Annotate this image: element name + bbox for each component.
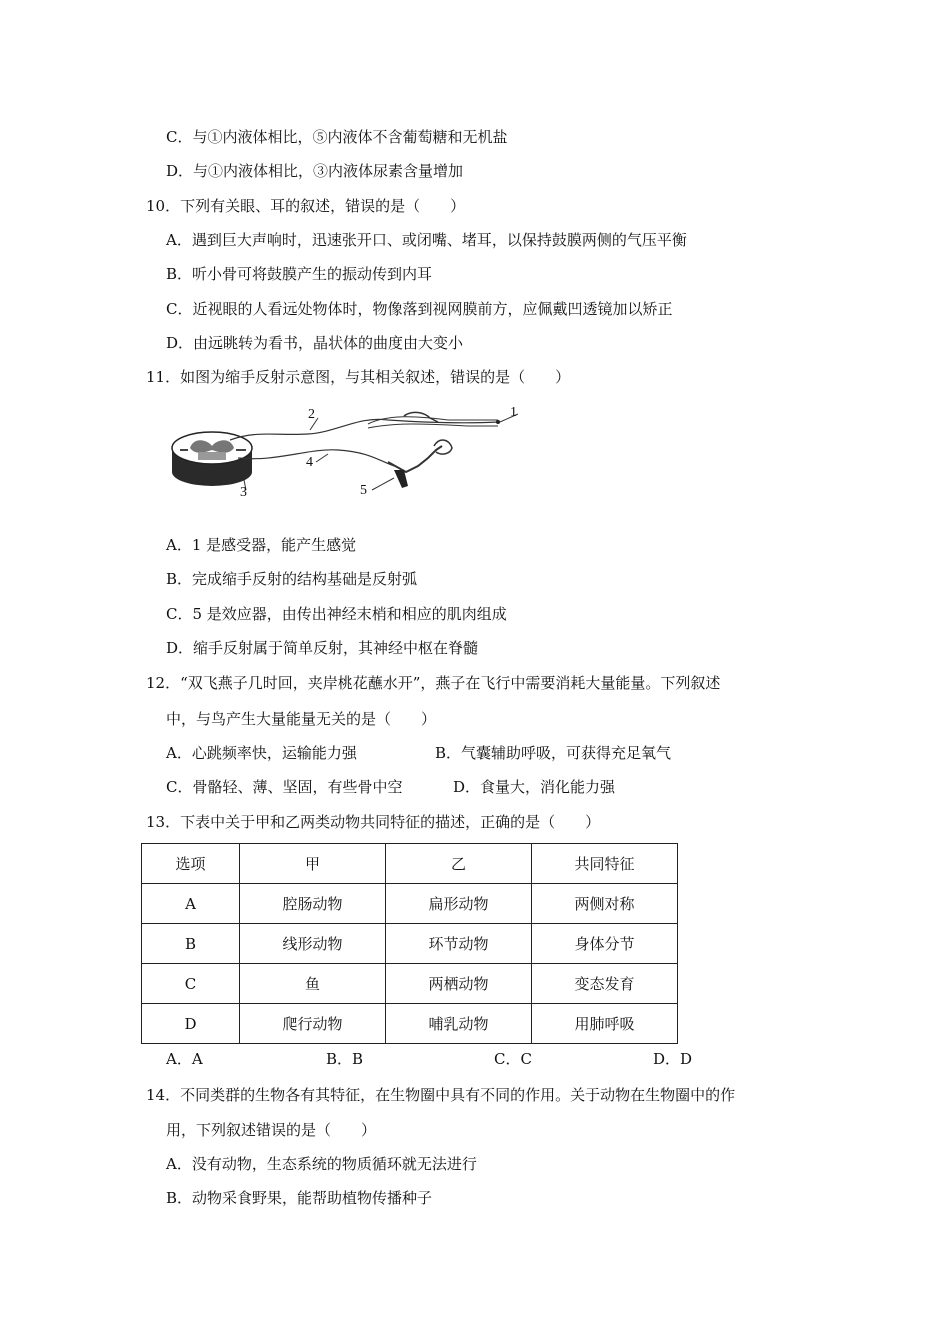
spinal-cord-section	[172, 432, 252, 486]
reflex-arc-figure	[168, 400, 528, 510]
q14-option-a: A．没有动物，生态系统的物质循环就无法进行	[166, 1155, 477, 1173]
q13-option-a: A．A	[166, 1050, 203, 1068]
efferent-nerve	[238, 450, 394, 466]
table-row	[142, 924, 678, 964]
table-cell: 用肺呼吸	[532, 1004, 678, 1044]
q13-option-b: B．B	[326, 1050, 364, 1068]
q11-option-a: A．1 是感受器，能产生感觉	[166, 536, 357, 554]
table-cell: 变态发育	[532, 964, 678, 1004]
q10-option-d: D．由远眺转为看书，晶状体的曲度由大变小	[166, 334, 464, 352]
q14-stem-line2: 用，下列叙述错误的是（ ）	[166, 1121, 377, 1139]
figure-label-4: 4	[306, 455, 313, 470]
q12-option-d: D．食量大，消化能力强	[453, 778, 616, 796]
afferent-nerve	[230, 419, 498, 440]
q12-stem-line2: 中，与鸟产生大量能量无关的是（ ）	[166, 710, 437, 728]
figure-label-3: 3	[240, 485, 247, 500]
q9-option-d: D．与①内液体相比，③内液体尿素含量增加	[166, 162, 464, 180]
table-header-cell: 乙	[386, 844, 532, 884]
q10-option-a: A．遇到巨大声响时，迅速张开口、或闭嘴、堵耳，以保持鼓膜两侧的气压平衡	[166, 231, 687, 249]
q12-option-a: A．心跳频率快，运输能力强	[166, 744, 357, 762]
table-header-cell: 共同特征	[532, 844, 678, 884]
table-header-row	[142, 844, 678, 884]
q13-stem: 13．下表中关于甲和乙两类动物共同特征的描述，正确的是（ ）	[146, 813, 601, 831]
q13-table	[141, 843, 678, 1044]
q11-option-b: B．完成缩手反射的结构基础是反射弧	[166, 570, 418, 588]
table-cell: 环节动物	[386, 924, 532, 964]
table-cell: 线形动物	[240, 924, 386, 964]
table-cell: 扁形动物	[386, 884, 532, 924]
q14-option-b: B．动物采食野果，能帮助植物传播种子	[166, 1189, 433, 1207]
figure-label-2: 2	[308, 407, 315, 422]
q10-option-c: C．近视眼的人看远处物体时，物像落到视网膜前方，应佩戴凹透镜加以矫正	[166, 300, 673, 318]
q9-option-c: C．与①内液体相比，⑤内液体不含葡萄糖和无机盐	[166, 128, 508, 146]
q14-stem-line1: 14．不同类群的生物各有其特征，在生物圈中具有不同的作用。关于动物在生物圈中的作	[146, 1086, 736, 1104]
q10-stem: 10．下列有关眼、耳的叙述，错误的是（ ）	[146, 197, 466, 215]
table-cell: 腔肠动物	[240, 884, 386, 924]
q10-option-b: B．听小骨可将鼓膜产生的振动传到内耳	[166, 265, 433, 283]
table-row	[142, 884, 678, 924]
q13-option-d: D．D	[653, 1050, 693, 1068]
table-cell: C	[142, 964, 240, 1004]
table-cell: 身体分节	[532, 924, 678, 964]
q11-option-c: C．5 是效应器，由传出神经末梢和相应的肌肉组成	[166, 605, 507, 623]
table-cell: 两侧对称	[532, 884, 678, 924]
q12-option-b: B．气囊辅助呼吸，可获得充足氧气	[435, 744, 672, 762]
table-cell: 两栖动物	[386, 964, 532, 1004]
q11-stem: 11．如图为缩手反射示意图，与其相关叙述，错误的是（ ）	[146, 368, 571, 386]
table-cell: 哺乳动物	[386, 1004, 532, 1044]
table-header-cell: 选项	[142, 844, 240, 884]
table-row	[142, 1004, 678, 1044]
table-row	[142, 964, 678, 1004]
table-cell: D	[142, 1004, 240, 1044]
q13-option-c: C．C	[494, 1050, 532, 1068]
q11-option-d: D．缩手反射属于简单反射，其神经中枢在脊髓	[166, 639, 479, 657]
table-header-cell: 甲	[240, 844, 386, 884]
table-cell: 鱼	[240, 964, 386, 1004]
q12-stem-line1: 12．“双飞燕子几时回，夹岸桃花蘸水开”，燕子在飞行中需要消耗大量能量。下列叙述	[146, 674, 721, 692]
table-cell: A	[142, 884, 240, 924]
q12-option-c: C．骨骼轻、薄、坚固，有些骨中空	[166, 778, 403, 796]
table-cell: B	[142, 924, 240, 964]
table-cell: 爬行动物	[240, 1004, 386, 1044]
figure-label-5: 5	[360, 483, 367, 498]
figure-label-1: 1	[510, 405, 517, 420]
